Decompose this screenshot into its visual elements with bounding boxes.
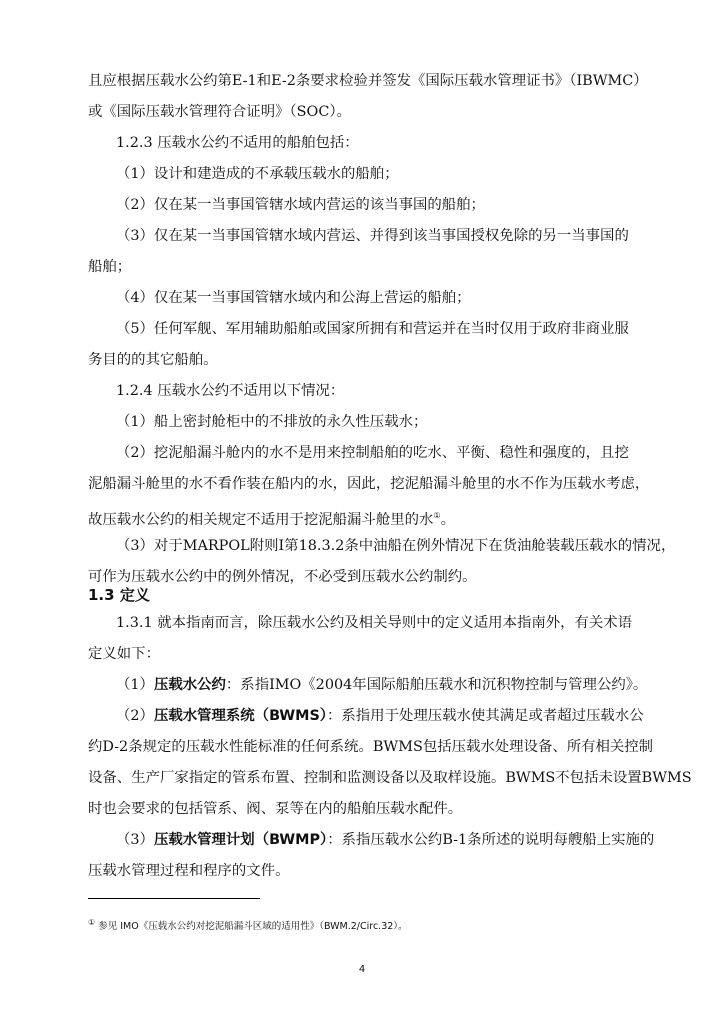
text-line: （2）仅在某一当事国管辖水域内营运的该当事国的船舶；	[116, 197, 485, 213]
text-line: 定义如下：	[88, 646, 160, 662]
definition-line	[88, 825, 655, 856]
text-line: （2）挖泥船漏斗舱内的水不是用来控制船舶的吃水、平衡、稳性和强度的，且挖	[116, 445, 629, 461]
text-line: 可作为压载水公约中的例外情况，不必受到压载水公约制约。	[88, 569, 477, 585]
definition-text: ：系指IMO《2004年国际船舶压载水和沉积物控制与管理公约》。	[225, 677, 648, 693]
text-line: （4）仅在某一当事国管辖水域内和公海上营运的船舶；	[116, 290, 471, 306]
footnote-text: 参见 IMO《压载水公约对挖泥船漏斗区域的适用性》（BWM.2/Circ.32）。	[98, 921, 408, 933]
text-line	[88, 500, 648, 531]
text-fragment: 故压载水公约的相关规定不适用于挖泥船漏斗舱里的水	[88, 511, 434, 528]
footnote-mark: ①	[88, 918, 96, 927]
text-line: 设备、生产厂家指定的管系布置、控制和监测设备以及取样设施。BWMS不包括未设置BWMS	[88, 770, 692, 786]
footnote	[88, 918, 408, 932]
text-fragment: 。	[440, 511, 455, 528]
text-line: 压载水管理过程和程序的文件。	[88, 863, 290, 879]
clause-heading-1-2-3: 1.2.3 压载水公约不适用的船舶包括：	[116, 135, 359, 151]
definition-line	[88, 670, 648, 701]
text-line: 船舶；	[88, 259, 132, 275]
text-line: （3）对于MARPOL附则I第18.3.2条中油船在例外情况下在货油舱装载压载水的情况，	[116, 538, 676, 554]
page-number: 4	[358, 964, 366, 975]
text-line: （3）仅在某一当事国管辖水域内营运、并得到该当事国授权免除的另一当事国的	[116, 228, 629, 244]
text-line: 或《国际压载水管理符合证明》（SOC）。	[88, 104, 351, 120]
body-text-block-2	[88, 608, 692, 887]
section-title: 定义	[119, 586, 150, 604]
text-line: （1）设计和建造成的不承载压载水的船舶；	[116, 166, 399, 182]
text-line: （1）船上密封舱柜中的不排放的永久性压载水；	[116, 414, 428, 430]
list-marker: （1）	[116, 677, 154, 693]
section-number: 1.3	[88, 586, 115, 604]
text-line: 且应根据压载水公约第E-1和E-2条要求检验并签发《国际压载水管理证书》（IBWMC）	[88, 73, 648, 89]
text-line: 务目的的其它船舶。	[88, 352, 218, 368]
defined-term: 压载水管理计划（BWMP）	[153, 832, 328, 848]
clause-heading-1-2-4: 1.2.4 压载水公约不适用以下情况：	[116, 383, 345, 399]
text-line: 1.3.1 就本指南而言，除压载水公约及相关导则中的定义适用本指南外，有关术语	[116, 615, 633, 631]
definition-line	[88, 701, 648, 732]
list-marker: （2）	[116, 708, 154, 724]
definition-text: ：系指用于处理压载水使其满足或者超过压载水公	[327, 708, 644, 724]
defined-term: 压载水公约	[153, 677, 226, 693]
list-marker: （3）	[116, 832, 154, 848]
defined-term: 压载水管理系统（BWMS）	[153, 708, 327, 724]
body-text-block-1	[88, 66, 676, 593]
text-line: 泥船漏斗舱里的水不看作装在船内的水，因此，挖泥船漏斗舱里的水不作为压载水考虑，	[88, 476, 650, 492]
text-line: 约D-2条规定的压载水性能标准的任何系统。BWMS包括压载水处理设备、所有相关控制	[88, 739, 654, 755]
footnote-reference[interactable]: ①	[433, 511, 441, 520]
text-line: （5）任何军舰、军用辅助船舶或国家所拥有和营运并在当时仅用于政府非商业服	[116, 321, 629, 337]
text-line: 时也会要求的包括管系、阀、泵等在内的船舶压载水配件。	[88, 801, 463, 817]
section-heading	[88, 584, 150, 605]
footnote-separator	[88, 898, 260, 899]
definition-text: ：系指压载水公约B-1条所述的说明每艘船上实施的	[327, 832, 655, 848]
